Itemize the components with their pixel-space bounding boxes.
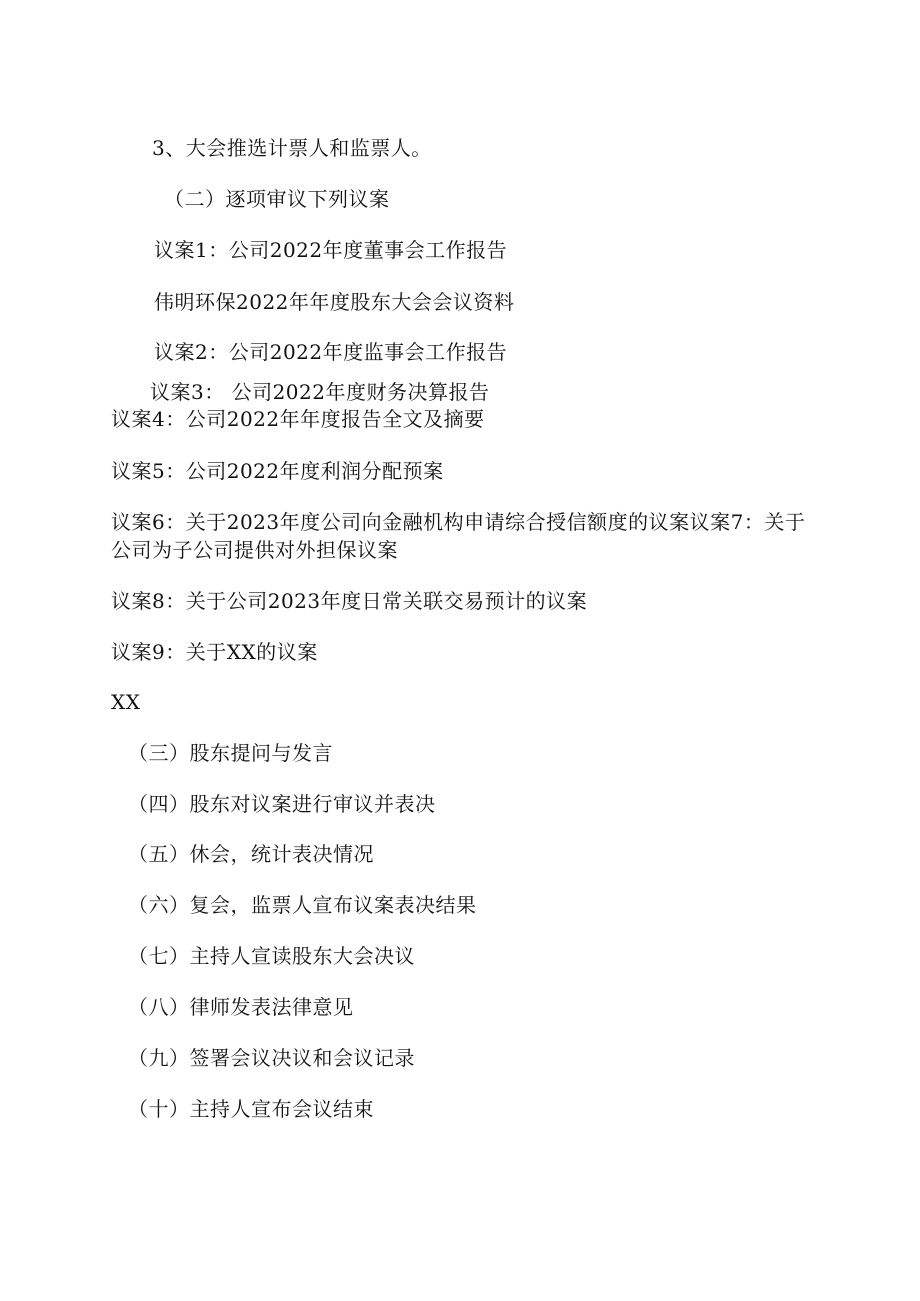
- proposal-3: 议案3： 公司2022年度财务决算报告: [150, 380, 490, 404]
- section-8: （八）律师发表法律意见: [128, 995, 354, 1019]
- proposal-2: 议案2：公司2022年度监事会工作报告: [154, 340, 508, 364]
- section-6: （六）复会，监票人宣布议案表决结果: [128, 893, 477, 917]
- section-4: （四）股东对议案进行审议并表决: [128, 792, 436, 816]
- proposal-5: 议案5：公司2022年度利润分配预案: [111, 459, 444, 483]
- section-7: （七）主持人宣读股东大会决议: [128, 944, 415, 968]
- proposal-1: 议案1：公司2022年度董事会工作报告: [154, 238, 508, 262]
- section-2-heading: （二）逐项审议下列议案: [164, 187, 390, 211]
- running-header: 伟明环保2022年年度股东大会会议资料: [154, 290, 515, 314]
- placeholder-xx: XX: [111, 690, 141, 714]
- proposal-4: 议案4：公司2022年年度报告全文及摘要: [111, 407, 485, 431]
- section-10: （十）主持人宣布会议结束: [128, 1097, 374, 1121]
- section-3: （三）股东提问与发言: [128, 741, 333, 765]
- proposal-6-7: 议案6：关于2023年度公司向金融机构申请综合授信额度的议案议案7：关于公司为子公司提供对外担保议案: [111, 510, 806, 562]
- proposal-8: 议案8：关于公司2023年度日常关联交易预计的议案: [111, 589, 588, 613]
- item-3-vote-tellers: 3、大会推选计票人和监票人。: [152, 136, 432, 160]
- proposal-9: 议案9：关于XX的议案: [111, 640, 318, 664]
- section-5: （五）休会，统计表决情况: [128, 842, 374, 866]
- section-9: （九）签署会议决议和会议记录: [128, 1046, 415, 1070]
